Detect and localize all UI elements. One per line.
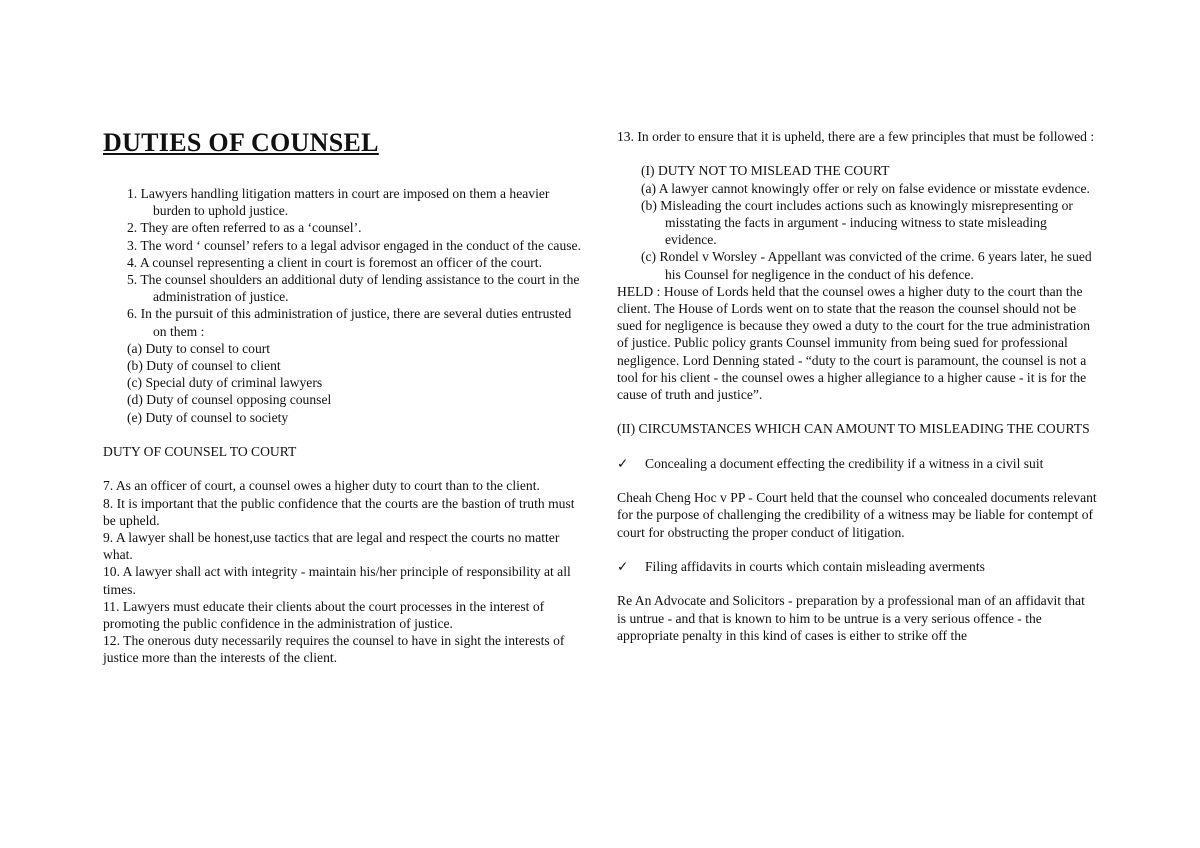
intro-paragraph: 13. In order to ensure that it is upheld, there are a few principles that must be followed : [617, 129, 1095, 144]
numbered-list [103, 185, 583, 340]
list-item: 3. The word ‘ counsel’ refers to a legal advisor engaged in the conduct of the cause. [127, 237, 581, 253]
section-heading: DUTY OF COUNSEL TO COURT [103, 444, 297, 460]
sub-heading: (I) DUTY NOT TO MISLEAD THE COURT [641, 163, 890, 179]
checklist-text: Filing affidavits in courts which contain misleading averments [645, 559, 985, 574]
checklist-text: Concealing a document effecting the credibility if a witness in a civil suit [645, 455, 1044, 471]
list-item: (c) Rondel v Worsley - Appellant was convicted of the crime. 6 years later, he sued his Counsel for negligence in the conduct of his defence. [641, 249, 1092, 282]
list-item: 11. Lawyers must educate their clients about the court processes in the interest of promoting the public confidence in the administration of justice. [103, 598, 545, 632]
check-icon: ✓ [617, 455, 629, 471]
list-item: 5. The counsel shoulders an additional duty of lending assistance to the court in the administration of justice. [127, 272, 580, 305]
list-item: 12. The onerous duty necessarily requires the counsel to have in sight the interests of justice more than the interests of the client. [103, 633, 565, 666]
list-item: (a) A lawyer cannot knowingly offer or rely on false evidence or misstate evdence. [641, 180, 1090, 196]
list-item: (b) Misleading the court includes actions such as knowingly misrepresenting or misstating the facts in argument - inducing witness to state misleading evidence. [641, 197, 1073, 248]
section-heading: (II) CIRCUMSTANCES WHICH CAN AMOUNT TO MISLEADING THE COURTS [617, 421, 1090, 437]
list-item: (c) Special duty of criminal lawyers [127, 375, 323, 391]
list-item: 6. In the pursuit of this administration of justice, there are several duties entrusted on them : [127, 306, 572, 339]
list-item: 8. It is important that the public confidence that the courts are the bastion of truth must be upheld. [103, 495, 575, 528]
checklist-item [617, 455, 1097, 472]
list-item: (d) Duty of counsel opposing counsel [127, 392, 332, 408]
check-icon: ✓ [617, 559, 629, 574]
list-item: 2. They are often referred to as a ‘counsel’. [127, 220, 362, 236]
list-item: (e) Duty of counsel to society [127, 409, 289, 425]
sub-list [617, 162, 1097, 282]
duties-list [103, 340, 583, 426]
right-column [617, 128, 1097, 644]
list-item: 1. Lawyers handling litigation matters in court are imposed on them a heavier burden to uphold justice. [127, 186, 550, 219]
list-item: (b) Duty of counsel to client [127, 358, 281, 374]
list-item: 7. As an officer of court, a counsel owes a higher duty to court than to the client. [103, 478, 540, 494]
list-item: 9. A lawyer shall be honest,use tactics that are legal and respect the courts no matter what. [103, 530, 560, 563]
page-title: DUTIES OF COUNSEL [103, 128, 379, 157]
held-paragraph: HELD : House of Lords held that the counsel owes a higher duty to the court than the client. The House of Lords went on to state that the reason the counsel should not be sued for negligence is because they owed a duty to the court for the true administration of justice. Public policy grants Counsel immunity from being sued for professional negligence. Lord Denning stated - “duty to the court is paramount, the counsel is not a tool for his client - the counsel owes a higher allegiance to a higher cause - it is for the cause of truth and justice”. [617, 283, 1090, 403]
left-column [103, 128, 583, 667]
points-list [103, 477, 583, 666]
checklist-item [617, 558, 1097, 575]
list-item: (a) Duty to consel to court [127, 340, 271, 356]
case-paragraph: Re An Advocate and Solicitors - preparation by a professional man of an affidavit that is untrue - and that is known to him to be untrue is a very serious offence - the appropriate penalty in this kind of cases is either to strike off the [617, 593, 1085, 643]
list-item: 10. A lawyer shall act with integrity - maintain his/her principle of responsibility at all times. [103, 564, 571, 597]
list-item: 4. A counsel representing a client in court is foremost an officer of the court. [127, 254, 542, 270]
case-paragraph: Cheah Cheng Hoc v PP - Court held that the counsel who concealed documents relevant for the purpose of challenging the credibility of a witness may be liable for contempt of court for obstructing the proper conduct of litigation. [617, 490, 1097, 540]
